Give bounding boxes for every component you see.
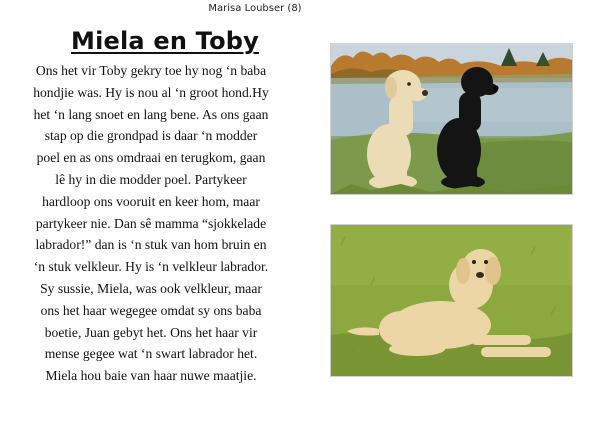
story-line: stap op die grondpad is daar ‘n modder (44, 128, 258, 144)
story-line: mense gegee wat ‘n swart labrador het. (44, 346, 258, 362)
story-title-text: Miela en Toby (71, 27, 259, 55)
story-line: partykeer nie. Dan sê mamma “sjokkelade (35, 215, 267, 231)
story-title (10, 27, 320, 55)
photo-two-labradors-illustration (331, 44, 572, 194)
story-line: ons het haar wegegee omdat sy ons baba (40, 302, 262, 318)
story-line: hardloop ons vooruit en keer hom, maar (42, 193, 260, 209)
photo-labrador-on-grass (330, 224, 573, 377)
story-line: ‘n stuk velkleur. Hy is ‘n velkleur labrador. (33, 259, 269, 275)
story-line: het ‘n lang snoet en lang bene. As ons gaan (33, 106, 269, 122)
story-line: Miela hou baie van haar nuwe maatjie. (45, 368, 257, 384)
story-line: hondjie was. Hy is nou al ‘n groot hond.Hy (33, 84, 269, 100)
story-line: boetie, Juan gebyt het. Ons het haar vir (44, 324, 258, 340)
story-line: Ons het vir Toby gekry toe hy nog ‘n baba (35, 63, 267, 78)
story-line: lê hy in die modder poel. Partykeer (55, 171, 247, 187)
story-text (10, 60, 292, 387)
story-line: labrador!” dan is ‘n stuk van hom bruin en (35, 237, 267, 253)
story-line: poel en as ons omdraai en terugkom, gaan (36, 150, 266, 166)
author-credit: Marisa Loubser (8) (208, 3, 302, 14)
photo-labrador-on-grass-illustration (331, 225, 572, 376)
story-line: Sy sussie, Miela, was ook velkleur, maar (40, 280, 262, 296)
photo-two-labradors (330, 43, 573, 195)
